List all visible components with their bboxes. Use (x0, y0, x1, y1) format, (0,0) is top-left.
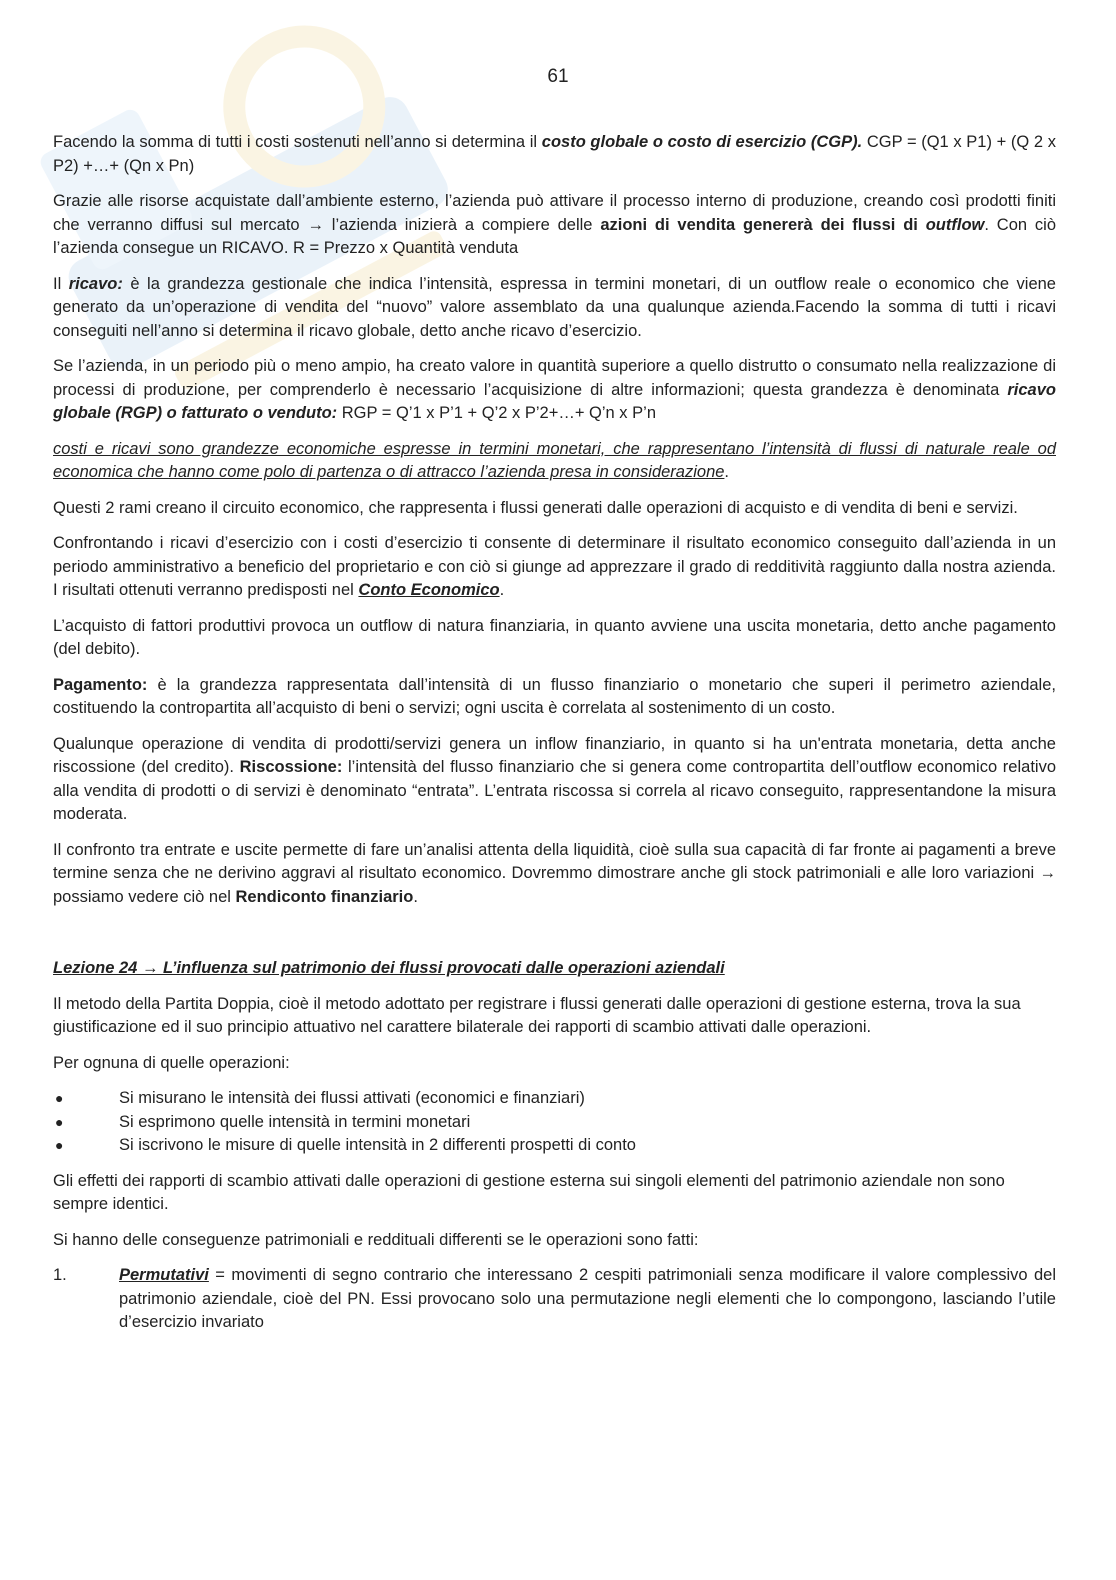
bullet-icon: ● (55, 1090, 64, 1106)
paragraph-operazioni: Per ognuna di quelle operazioni: (53, 1053, 290, 1072)
paragraph-effetti: Gli effetti dei rapporti di scambio attivati dalle operazioni di gestione esterna sui singoli elementi del patrimonio aziendale non sono sempre identici. (53, 1171, 1005, 1213)
paragraph-pagamento: Pagamento: è la grandezza rappresentata dall’intensità di un flusso finanziario o monetario che superi il perimetro aziendale, costituendo la contropartita all’acquisto di beni o servizi; ogni uscita è correlata al sostenimento di un costo. (53, 675, 1056, 717)
bullet-list (53, 1087, 1056, 1158)
paragraph-ricavo-def: Il ricavo: è la grandezza gestionale che indica l’intensità, espressa in termini monetari, di un outflow reale o economico che viene generato da un’operazione di vendita del “nuovo” valore assemblato da una qualunque azienda.Facendo la somma di tutti i ricavi conseguiti nell’anno si determina il ricavo globale, detto anche ricavo d’esercizio. (53, 274, 1056, 340)
paragraph-rgp: Se l’azienda, in un periodo più o meno ampio, ha creato valore in quantità superiore a quello distrutto o consumato nella realizzazione di processi di produzione, per comprenderlo è necessario l’acquisizione di altre informazioni; questa grandezza è denominata ricavo globale (RGP) o fatturato o venduto: RGP = Q’1 x P’1 + Q’2 x P’2+…+ Q’n x P’n (53, 357, 1056, 422)
numbered-item-permutativi: 1. Permutativi = movimenti di segno contrario che interessano 2 cespiti patrimoniali senza modificare il valore complessivo del patrimonio aziendale, cioè del PN. Essi provocano solo una permutazione negli elementi che lo compongono, lasciando l’utile d’esercizio invariato (53, 1266, 1056, 1331)
paragraph-partita-doppia: Il metodo della Partita Doppia, cioè il metodo adottato per registrare i flussi generati dalle operazioni di gestione esterna, trova la sua giustificazione ed il suo principio attuativo nel carattere bilaterale dei rapporti di scambio attivati dalle operazioni. (53, 994, 1021, 1036)
document-body (53, 131, 1056, 1347)
page-number: 61 (547, 66, 569, 87)
paragraph-liquidita: Il confronto tra entrate e uscite permette di fare un’analisi attenta della liquidità, cioè sulla sua capacità di far fronte ai pagamenti a breve termine senza che ne derivino aggravi al risultato economico. Dovremmo dimostrare anche gli stock patrimoniali e alle loro variazioni → possiamo vedere ciò nel Rendiconto finanziario. (53, 840, 1056, 906)
bullet-icon: ● (55, 1113, 64, 1130)
paragraph-confronto: Confrontando i ricavi d’esercizio con i costi d’esercizio ti consente di determinare il risultato economico conseguito dall’azienda in un periodo amministrativo a beneficio del proprietario e con ciò si giunge ad apprezzare il grado di redditività raggiunto dalla nostra azienda. I risultati ottenuti verranno predisposti nel Conto Economico. (53, 534, 1056, 599)
list-item: ● Si misurano le intensità dei flussi attivati (economici e finanziari) (53, 1087, 1056, 1111)
paragraph-riscossione: Qualunque operazione di vendita di prodotti/servizi genera un inflow finanziario, in quanto si ha un'entrata monetaria, detta anche riscossione (del credito). Riscossione: l’intensità del flusso finanziario che si genera come contropartita dell’outflow economico relativo alla vendita di prodotti o di servizi è denominato “entrata”. L’entrata riscossa si correla al ricavo conseguito, rappresentandone la misura moderata. (53, 734, 1056, 823)
paragraph-costi-ricavi-note: costi e ricavi sono grandezze economiche espresse in termini monetari, che rappresentano l’intensità di flussi di naturale reale od economica che hanno come polo di partenza o di attracco l’azienda presa in considerazione. (53, 439, 1056, 481)
paragraph-ricavo-intro: Grazie alle risorse acquistate dall’ambiente esterno, l’azienda può attivare il processo interno di produzione, creando così prodotti finiti che verranno diffusi sul mercato → l’azienda inizierà a compiere delle azioni di vendita genererà dei flussi di outflow. Con ciò l’azienda consegue un RICAVO. R = Prezzo x Quantità venduta (53, 192, 1057, 257)
paragraph-conseguenze: Si hanno delle conseguenze patrimoniali e reddituali differenti se le operazioni sono fatti: (53, 1230, 699, 1249)
list-item: ● Si esprimono quelle intensità in termini monetari (53, 1111, 1056, 1135)
paragraph-circuito: Questi 2 rami creano il circuito economico, che rappresenta i flussi generati dalle operazioni di acquisto e di vendita di beni e servizi. (53, 498, 1018, 517)
lesson-heading: Lezione 24 → L’influenza sul patrimonio dei flussi provocati dalle operazioni aziendali (53, 959, 725, 977)
paragraph-cgp: Facendo la somma di tutti i costi sostenuti nell’anno si determina il costo globale o costo di esercizio (CGP). CGP = (Q1 x P1) + (Q 2 x P2) +…+ (Qn x Pn) (53, 133, 1056, 175)
list-item: ● Si iscrivono le misure di quelle intensità in 2 differenti prospetti di conto (53, 1134, 1056, 1158)
bullet-icon: ● (55, 1137, 64, 1153)
paragraph-acquisto: L’acquisto di fattori produttivi provoca un outflow di natura finanziaria, in quanto avviene una uscita monetaria, detto anche pagamento (del debito). (53, 616, 1056, 658)
